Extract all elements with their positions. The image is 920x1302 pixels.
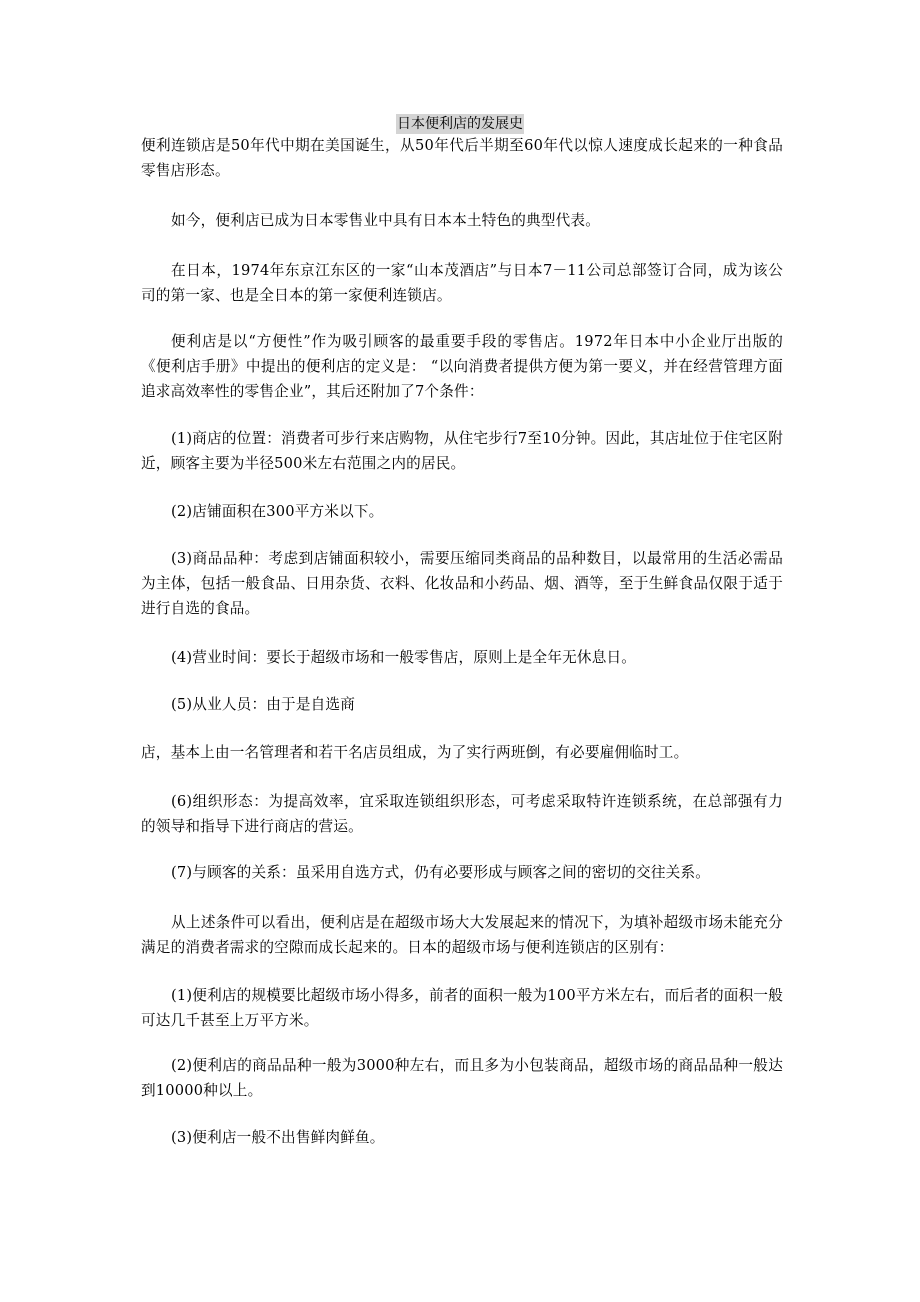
document-title: 日本便利店的发展史 xyxy=(397,116,523,132)
condition-2: (2)店铺面积在300平方米以下。 xyxy=(171,503,384,520)
condition-5: (5)从业人员：由于是自选商 xyxy=(171,696,356,713)
paragraph-intro: 便利连锁店是50年代中期在美国诞生，从50年代后半期至60年代以惊人速度成长起来的一种食品零售店形态。 xyxy=(141,137,783,179)
paragraph: 如今，便利店已成为日本零售业中具有日本本土特色的典型代表。 xyxy=(171,212,601,229)
difference-1: (1)便利店的规模要比超级市场小得多，前者的面积一般为100平方米左右，而后者的面积一般可达几千甚至上万平方米。 xyxy=(141,987,783,1029)
paragraph-summary: 从上述条件可以看出，便利店是在超级市场大大发展起来的情况下，为填补超级市场未能充分满足的消费者需求的空隙而成长起来的。日本的超级市场与便利连锁店的区别有： xyxy=(141,914,783,956)
title-container xyxy=(0,113,920,134)
condition-7: (7)与顾客的关系：虽采用自选方式，仍有必要形成与顾客之间的密切的交往关系。 xyxy=(171,864,711,881)
condition-4: (4)营业时间：要长于超级市场和一般零售店，原则上是全年无休息日。 xyxy=(171,649,637,666)
difference-2: (2)便利店的商品品种一般为3000种左右，而且多为小包装商品，超级市场的商品品种一般达到10000种以上。 xyxy=(141,1057,783,1099)
paragraph: 在日本，1974年东京江东区的一家“山本茂酒店”与日本7－11公司总部签订合同，成为该公司的第一家、也是全日本的第一家便利连锁店。 xyxy=(141,262,783,304)
condition-6: (6)组织形态：为提高效率，宜采取连锁组织形态，可考虑采取特许连锁系统，在总部强有力的领导和指导下进行商店的营运。 xyxy=(141,793,783,835)
paragraph: 便利店是以“方便性”作为吸引顾客的最重要手段的零售店。1972年日本中小企业厅出版的《便利店手册》中提出的便利店的定义是： “以向消费者提供方便为第一要义，并在经营管理方面追求高效率性的零售企业”，其后还附加了7个条件： xyxy=(141,333,783,400)
condition-1: (1)商店的位置：消费者可步行来店购物，从住宅步行7至10分钟。因此，其店址位于住宅区附近，顾客主要为半径500米左右范围之内的居民。 xyxy=(141,430,783,472)
condition-3: (3)商品品种：考虑到店铺面积较小，需要压缩同类商品的品种数目，以最常用的生活必需品为主体，包括一般食品、日用杂货、衣料、化妆品和小药品、烟、酒等，至于生鲜食品仅限于适于进行自选的食品。 xyxy=(141,550,783,617)
difference-3: (3)便利店一般不出售鲜肉鲜鱼。 xyxy=(171,1129,385,1146)
condition-5-continued: 店，基本上由一名管理者和若干名店员组成，为了实行两班倒，有必要雇佣临时工。 xyxy=(141,744,689,761)
